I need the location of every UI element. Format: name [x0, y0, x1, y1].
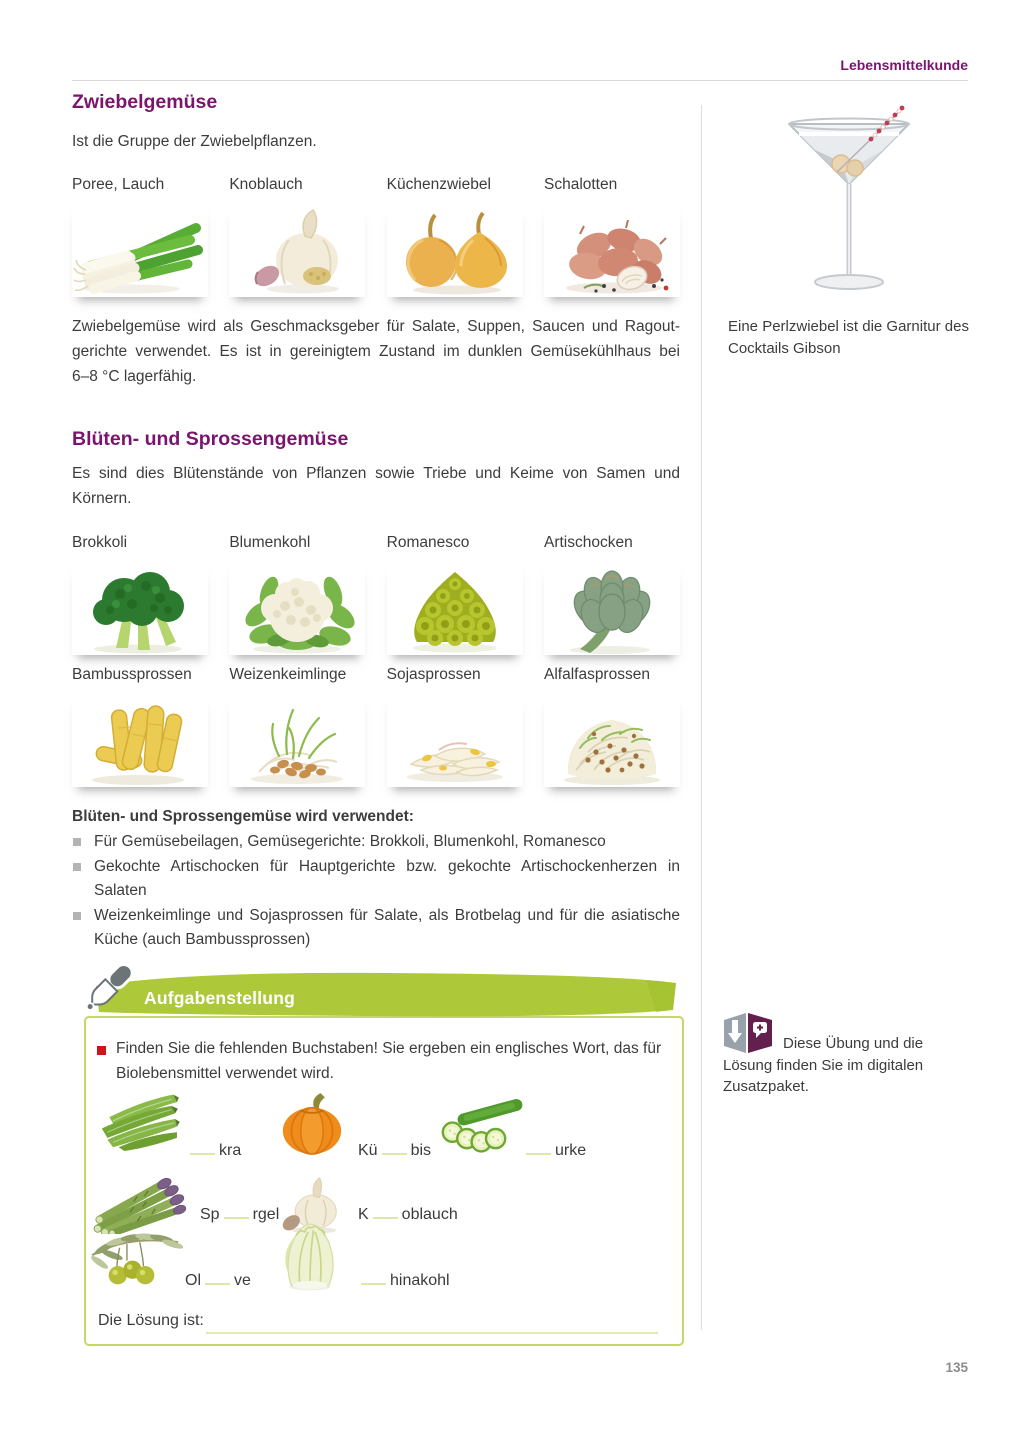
- kuechenzwiebel-image: [387, 204, 523, 297]
- exercise-word-okra: kra: [186, 1140, 241, 1160]
- pencil-icon: [78, 958, 144, 1024]
- brokkoli-image: [72, 562, 208, 655]
- usage-list: [72, 830, 680, 953]
- answer-blank: [382, 1140, 407, 1155]
- bamboo-shoots-icon: [72, 694, 208, 787]
- spring-onion-icon: [72, 204, 208, 297]
- knoblauch-image: [229, 204, 365, 297]
- page-number: 135: [945, 1360, 968, 1375]
- grid-cell: [387, 532, 523, 655]
- grid-cell: [387, 174, 523, 297]
- answer-blank: [190, 1140, 215, 1155]
- grid-cell: [229, 174, 365, 297]
- header-rule: [72, 80, 968, 81]
- exercise-word-kuerbis: Kü bis: [358, 1142, 432, 1159]
- grid-cell: [544, 664, 680, 787]
- veg-label: Knoblauch: [229, 176, 303, 193]
- okra-image: [90, 1089, 185, 1151]
- veg-label: Weizenkeimlinge: [229, 666, 347, 683]
- grid-cell: [387, 664, 523, 787]
- cucumber-image: [438, 1094, 526, 1156]
- cucumber-slices: [443, 1123, 505, 1152]
- exercise-word-knoblauch: K oblauch: [358, 1206, 458, 1223]
- veg-label: Schalotten: [543, 176, 618, 193]
- veg-label: Artischocken: [543, 534, 633, 551]
- sidebar-divider: [701, 105, 702, 1330]
- sojasprossen-image: [387, 694, 523, 787]
- weizenkeimlinge-image: [229, 694, 365, 787]
- section-title-zwiebelgemuese: Zwiebelgemüse: [72, 91, 218, 113]
- solution-line: [206, 1310, 658, 1334]
- exercise-word-olive: Ol ve: [185, 1272, 251, 1289]
- usage-item: Für Gemüsebeilagen, Gemüsegerichte: Brokkoli, Blumenkohl, Romanesco: [72, 830, 680, 855]
- veg-label: Sojasprossen: [386, 666, 481, 683]
- garlic-icon: [229, 204, 365, 297]
- olives-image: [86, 1224, 188, 1288]
- exercise-instruction: Finden Sie die fehlenden Buchstaben! Sie ergeben ein englisches Wort, das für Biolebensmittel verwendet wird.: [116, 1040, 662, 1082]
- exercise-word-chinakohl: hinakohl: [357, 1270, 450, 1290]
- zwiebel-image-grid: [72, 174, 680, 297]
- soy-sprouts-icon: [387, 694, 523, 787]
- wheat-sprouts-icon: [229, 694, 365, 787]
- answer-blank: [361, 1270, 386, 1285]
- grid-cell: [72, 532, 208, 655]
- instruction-bullet: [97, 1046, 106, 1055]
- artischocken-image: [544, 562, 680, 655]
- banner-title: Aufgabenstellung: [144, 988, 295, 1008]
- grid-cell: [229, 532, 365, 655]
- pumpkin-image: [276, 1091, 348, 1157]
- grid-cell: [544, 532, 680, 655]
- schalotten-image: [544, 204, 680, 297]
- poree-lauch-image: [72, 204, 208, 297]
- blueten-intro: Es sind dies Blütenstände von Pflanzen sowie Triebe und Keime von Samen und Körnern.: [72, 465, 680, 507]
- artichoke-icon: [544, 562, 680, 655]
- blueten-image-grid-row2: [72, 664, 680, 787]
- onion-icon: [387, 204, 523, 297]
- grid-cell: [72, 664, 208, 787]
- cauliflower-icon: [229, 562, 365, 655]
- alfalfa-sprouts-icon: [544, 694, 680, 787]
- answer-blank: [224, 1204, 249, 1219]
- grid-cell: [72, 174, 208, 297]
- solution-label: Die Lösung ist:: [98, 1312, 204, 1329]
- veg-label: Brokkoli: [72, 534, 128, 551]
- gibson-cocktail-image: [775, 104, 925, 304]
- grid-cell: [544, 174, 680, 297]
- cocktail-caption: Eine Perlzwiebel ist die Garnitur des Cocktails Gibson: [728, 318, 969, 357]
- digital-package-note: Diese Übung und die Lösung finden Sie im digitalen Zusatzpaket.: [723, 1035, 924, 1095]
- exercise-word-gurke: urke: [522, 1140, 586, 1160]
- exercise-word-spargel: Sp rgel: [200, 1206, 280, 1223]
- usage-item: Weizenkeimlinge und Sojasprossen für Salate, als Brotbelag und für die asiatische Küche (auch Bambussprossen): [72, 904, 680, 953]
- veg-label: Romanesco: [386, 534, 470, 551]
- usage-block: [72, 804, 680, 953]
- blueten-image-grid-row1: [72, 532, 680, 655]
- section-intro: Ist die Gruppe der Zwiebelpflanzen.: [72, 133, 317, 150]
- veg-label: Alfalfasprossen: [543, 666, 650, 683]
- page-header-title: Lebensmittelkunde: [840, 57, 968, 73]
- usage-item: Gekochte Artischocken für Hauptgerichte bzw. gekochte Artischockenherzen in Salaten: [72, 855, 680, 904]
- zwiebel-body-paragraph: Zwiebelgemüse wird als Geschmacksgeber für Salate, Suppen, Saucen und Ragout- gerichte verwendet. Es ist in gereinigtem Zustand im dunklen Gemüsekühlhaus bei 6–8 °C lagerfähig.: [72, 318, 680, 385]
- broccoli-icon: [72, 562, 208, 655]
- veg-label: Blumenkohl: [229, 534, 311, 551]
- answer-blank: [526, 1140, 551, 1155]
- section-title-blueten: Blüten- und Sprossengemüse: [72, 428, 349, 450]
- grid-cell: [229, 664, 365, 787]
- veg-label: Bambussprossen: [72, 666, 192, 683]
- veg-label: Poree, Lauch: [72, 176, 165, 193]
- answer-blank: [373, 1204, 398, 1219]
- alfalfasprossen-image: [544, 694, 680, 787]
- bambussprossen-image: [72, 694, 208, 787]
- usage-title: Blüten- und Sprossengemüse wird verwendet:: [72, 808, 414, 825]
- shallots-icon: [544, 204, 680, 297]
- blumenkohl-image: [229, 562, 365, 655]
- napa-cabbage-image: [274, 1218, 346, 1294]
- romanesco-image: [387, 562, 523, 655]
- veg-label: Küchenzwiebel: [386, 176, 491, 193]
- romanesco-icon: [387, 562, 523, 655]
- answer-blank: [205, 1270, 230, 1285]
